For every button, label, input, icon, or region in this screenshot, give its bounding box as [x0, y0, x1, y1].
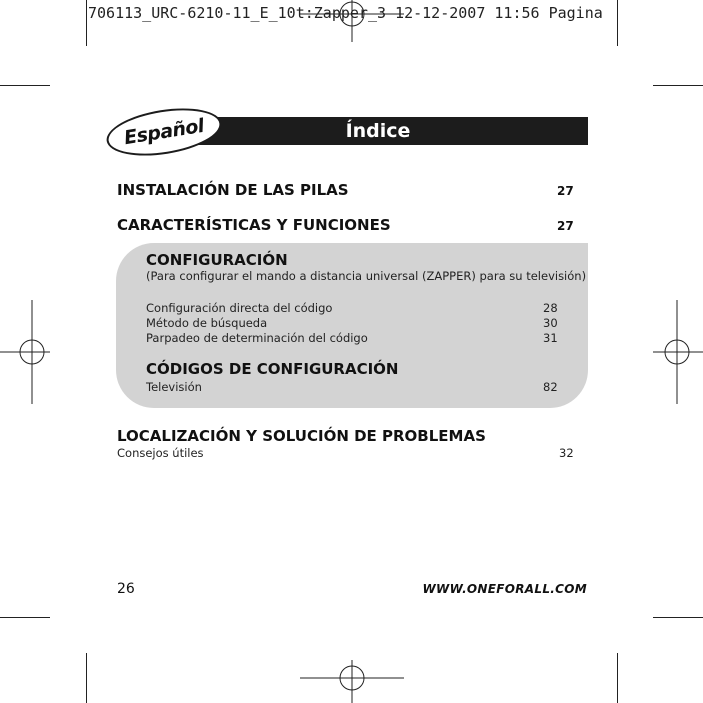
section-heading-configuracion: CONFIGURACIÓN: [146, 251, 288, 269]
toc-item-label: Configuración directa del código: [146, 301, 333, 315]
crop-mark: [617, 653, 618, 703]
crop-mark: [86, 653, 87, 703]
toc-item-label: Televisión: [146, 380, 202, 394]
toc-item-page: 32: [559, 446, 574, 460]
language-badge: [103, 101, 224, 163]
page-title: Índice: [168, 117, 588, 145]
toc-item-label: Consejos útiles: [117, 446, 204, 460]
toc-item-label: Método de búsqueda: [146, 316, 268, 330]
section-heading-caracteristicas: CARACTERÍSTICAS Y FUNCIONES: [117, 216, 391, 234]
section-page-pilas: 27: [557, 184, 574, 198]
section-subtitle-configuracion: (Para configurar el mando a distancia universal (ZAPPER) para su televisión): [146, 269, 587, 283]
crop-mark: [0, 617, 50, 618]
crop-mark: [653, 617, 703, 618]
toc-item-page: 28: [543, 301, 558, 315]
registration-mark-top: [300, 0, 404, 42]
section-page-caracteristicas: 27: [557, 219, 574, 233]
website-link: WWW.ONEFORALL.COM: [422, 582, 587, 596]
registration-mark-left: [0, 300, 50, 404]
language-badge-label: Español: [122, 114, 206, 150]
page-number: 26: [117, 581, 135, 597]
section-heading-problemas: LOCALIZACIÓN Y SOLUCIÓN DE PROBLEMAS: [117, 427, 486, 445]
toc-item-page: 31: [543, 331, 558, 345]
crop-mark: [0, 85, 50, 86]
crop-mark: [86, 0, 87, 46]
registration-mark-right: [653, 300, 703, 404]
toc-item-page: 82: [543, 380, 558, 394]
registration-mark-bottom: [300, 660, 404, 703]
print-slug: 706113_URC-6210-11_E_10t:Zapper_3 12-12-2007 11:56 Pagina: [88, 4, 603, 22]
section-heading-codigos: CÓDIGOS DE CONFIGURACIÓN: [146, 360, 399, 378]
toc-item-page: 30: [543, 316, 558, 330]
toc-item-label: Parpadeo de determinación del código: [146, 331, 368, 345]
section-heading-pilas: INSTALACIÓN DE LAS PILAS: [117, 181, 349, 199]
crop-mark: [653, 85, 703, 86]
crop-mark: [617, 0, 618, 46]
